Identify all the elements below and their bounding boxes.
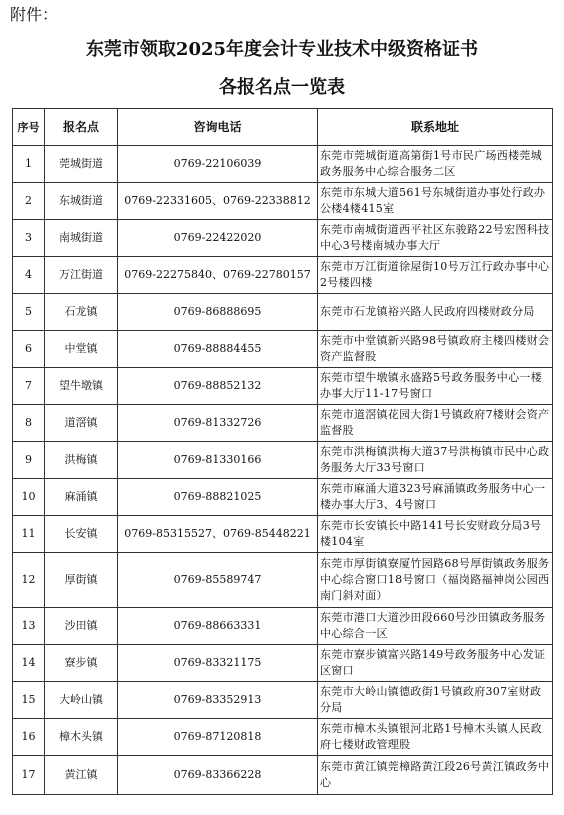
phone-number: 0769-22275840、0769-22780157	[118, 257, 318, 294]
table-row	[13, 331, 553, 368]
point-name: 万江街道	[45, 257, 118, 294]
header-phone: 咨询电话	[118, 109, 318, 146]
point-name: 中堂镇	[45, 331, 118, 368]
point-name: 大岭山镇	[45, 682, 118, 719]
address: 东莞市望牛墩镇永盛路5号政务服务中心一楼办事大厅11-17号窗口	[318, 368, 553, 405]
phone-number: 0769-83321175	[118, 645, 318, 682]
table-row	[13, 294, 553, 331]
point-name: 莞城街道	[45, 146, 118, 183]
point-name: 望牛墩镇	[45, 368, 118, 405]
table-row	[13, 516, 553, 553]
phone-number: 0769-22106039	[118, 146, 318, 183]
point-name: 樟木头镇	[45, 719, 118, 756]
phone-number: 0769-22331605、0769-22338812	[118, 183, 318, 220]
phone-number: 0769-88821025	[118, 479, 318, 516]
row-number: 14	[13, 645, 45, 682]
table-row	[13, 368, 553, 405]
row-number: 7	[13, 368, 45, 405]
point-name: 道滘镇	[45, 405, 118, 442]
table-row	[13, 719, 553, 756]
address: 东莞市莞城街道高第街1号市民广场西楼莞城政务服务中心综合服务二区	[318, 146, 553, 183]
address: 东莞市寮步镇富兴路149号政务服务中心发证区窗口	[318, 645, 553, 682]
row-number: 9	[13, 442, 45, 479]
table-row	[13, 257, 553, 294]
point-name: 麻涌镇	[45, 479, 118, 516]
phone-number: 0769-86888695	[118, 294, 318, 331]
attachment-label: 附件：	[10, 5, 59, 24]
row-number: 10	[13, 479, 45, 516]
address: 东莞市黄江镇莞樟路黄江段26号黄江镇政务中心	[318, 756, 553, 795]
row-number: 15	[13, 682, 45, 719]
address: 东莞市长安镇长中路141号长安财政分局3号楼104室	[318, 516, 553, 553]
phone-number: 0769-85315527、0769-85448221	[118, 516, 318, 553]
header-seq: 序号	[13, 109, 45, 146]
table-row	[13, 608, 553, 645]
table-row	[13, 405, 553, 442]
phone-number: 0769-81332726	[118, 405, 318, 442]
document-subtitle: 各报名点一览表	[219, 77, 345, 98]
point-name: 南城街道	[45, 220, 118, 257]
row-number: 4	[13, 257, 45, 294]
table-row	[13, 756, 553, 795]
table-row	[13, 682, 553, 719]
address: 东莞市港口大道沙田段660号沙田镇政务服务中心综合一区	[318, 608, 553, 645]
address: 东莞市洪梅镇洪梅大道37号洪梅镇市民中心政务服务大厅33号窗口	[318, 442, 553, 479]
address: 东莞市厚街镇寮厦竹园路68号厚街镇政务服务中心综合窗口18号窗口（福岗路福神岗公园西南门斜对面）	[318, 553, 553, 608]
table-row	[13, 479, 553, 516]
address: 东莞市中堂镇新兴路98号镇政府主楼四楼财会资产监督股	[318, 331, 553, 368]
address: 东莞市道滘镇花园大街1号镇政府7楼财会资产监督股	[318, 405, 553, 442]
point-name: 寮步镇	[45, 645, 118, 682]
row-number: 6	[13, 331, 45, 368]
table-header-row	[13, 109, 553, 146]
phone-number: 0769-87120818	[118, 719, 318, 756]
row-number: 1	[13, 146, 45, 183]
table-row	[13, 183, 553, 220]
phone-number: 0769-22422020	[118, 220, 318, 257]
table-row	[13, 645, 553, 682]
point-name: 长安镇	[45, 516, 118, 553]
phone-number: 0769-83352913	[118, 682, 318, 719]
phone-number: 0769-88884455	[118, 331, 318, 368]
document-title: 东莞市领取2025年度会计专业技术中级资格证书	[85, 39, 479, 60]
table-row	[13, 553, 553, 608]
address: 东莞市麻涌大道323号麻涌镇政务服务中心一楼办事大厅3、4号窗口	[318, 479, 553, 516]
point-name: 厚街镇	[45, 553, 118, 608]
row-number: 17	[13, 756, 45, 795]
address: 东莞市万江街道徐屋街10号万江行政办事中心2号楼四楼	[318, 257, 553, 294]
row-number: 13	[13, 608, 45, 645]
table-row	[13, 442, 553, 479]
registration-points-table	[12, 108, 553, 795]
point-name: 洪梅镇	[45, 442, 118, 479]
address: 东莞市大岭山镇德政街1号镇政府307室财政分局	[318, 682, 553, 719]
row-number: 2	[13, 183, 45, 220]
header-name: 报名点	[45, 109, 118, 146]
address: 东莞市樟木头镇银河北路1号樟木头镇人民政府七楼财政管理股	[318, 719, 553, 756]
point-name: 黄江镇	[45, 756, 118, 795]
row-number: 16	[13, 719, 45, 756]
address: 东莞市南城街道西平社区东骏路22号宏图科技中心3号楼南城办事大厅	[318, 220, 553, 257]
row-number: 12	[13, 553, 45, 608]
phone-number: 0769-85589747	[118, 553, 318, 608]
row-number: 3	[13, 220, 45, 257]
table-row	[13, 220, 553, 257]
phone-number: 0769-88852132	[118, 368, 318, 405]
point-name: 沙田镇	[45, 608, 118, 645]
row-number: 5	[13, 294, 45, 331]
point-name: 石龙镇	[45, 294, 118, 331]
address: 东莞市东城大道561号东城街道办事处行政办公楼4楼415室	[318, 183, 553, 220]
row-number: 11	[13, 516, 45, 553]
row-number: 8	[13, 405, 45, 442]
phone-number: 0769-83366228	[118, 756, 318, 795]
phone-number: 0769-81330166	[118, 442, 318, 479]
point-name: 东城街道	[45, 183, 118, 220]
table-row	[13, 146, 553, 183]
address: 东莞市石龙镇裕兴路人民政府四楼财政分局	[318, 294, 553, 331]
header-address: 联系地址	[318, 109, 553, 146]
phone-number: 0769-88663331	[118, 608, 318, 645]
